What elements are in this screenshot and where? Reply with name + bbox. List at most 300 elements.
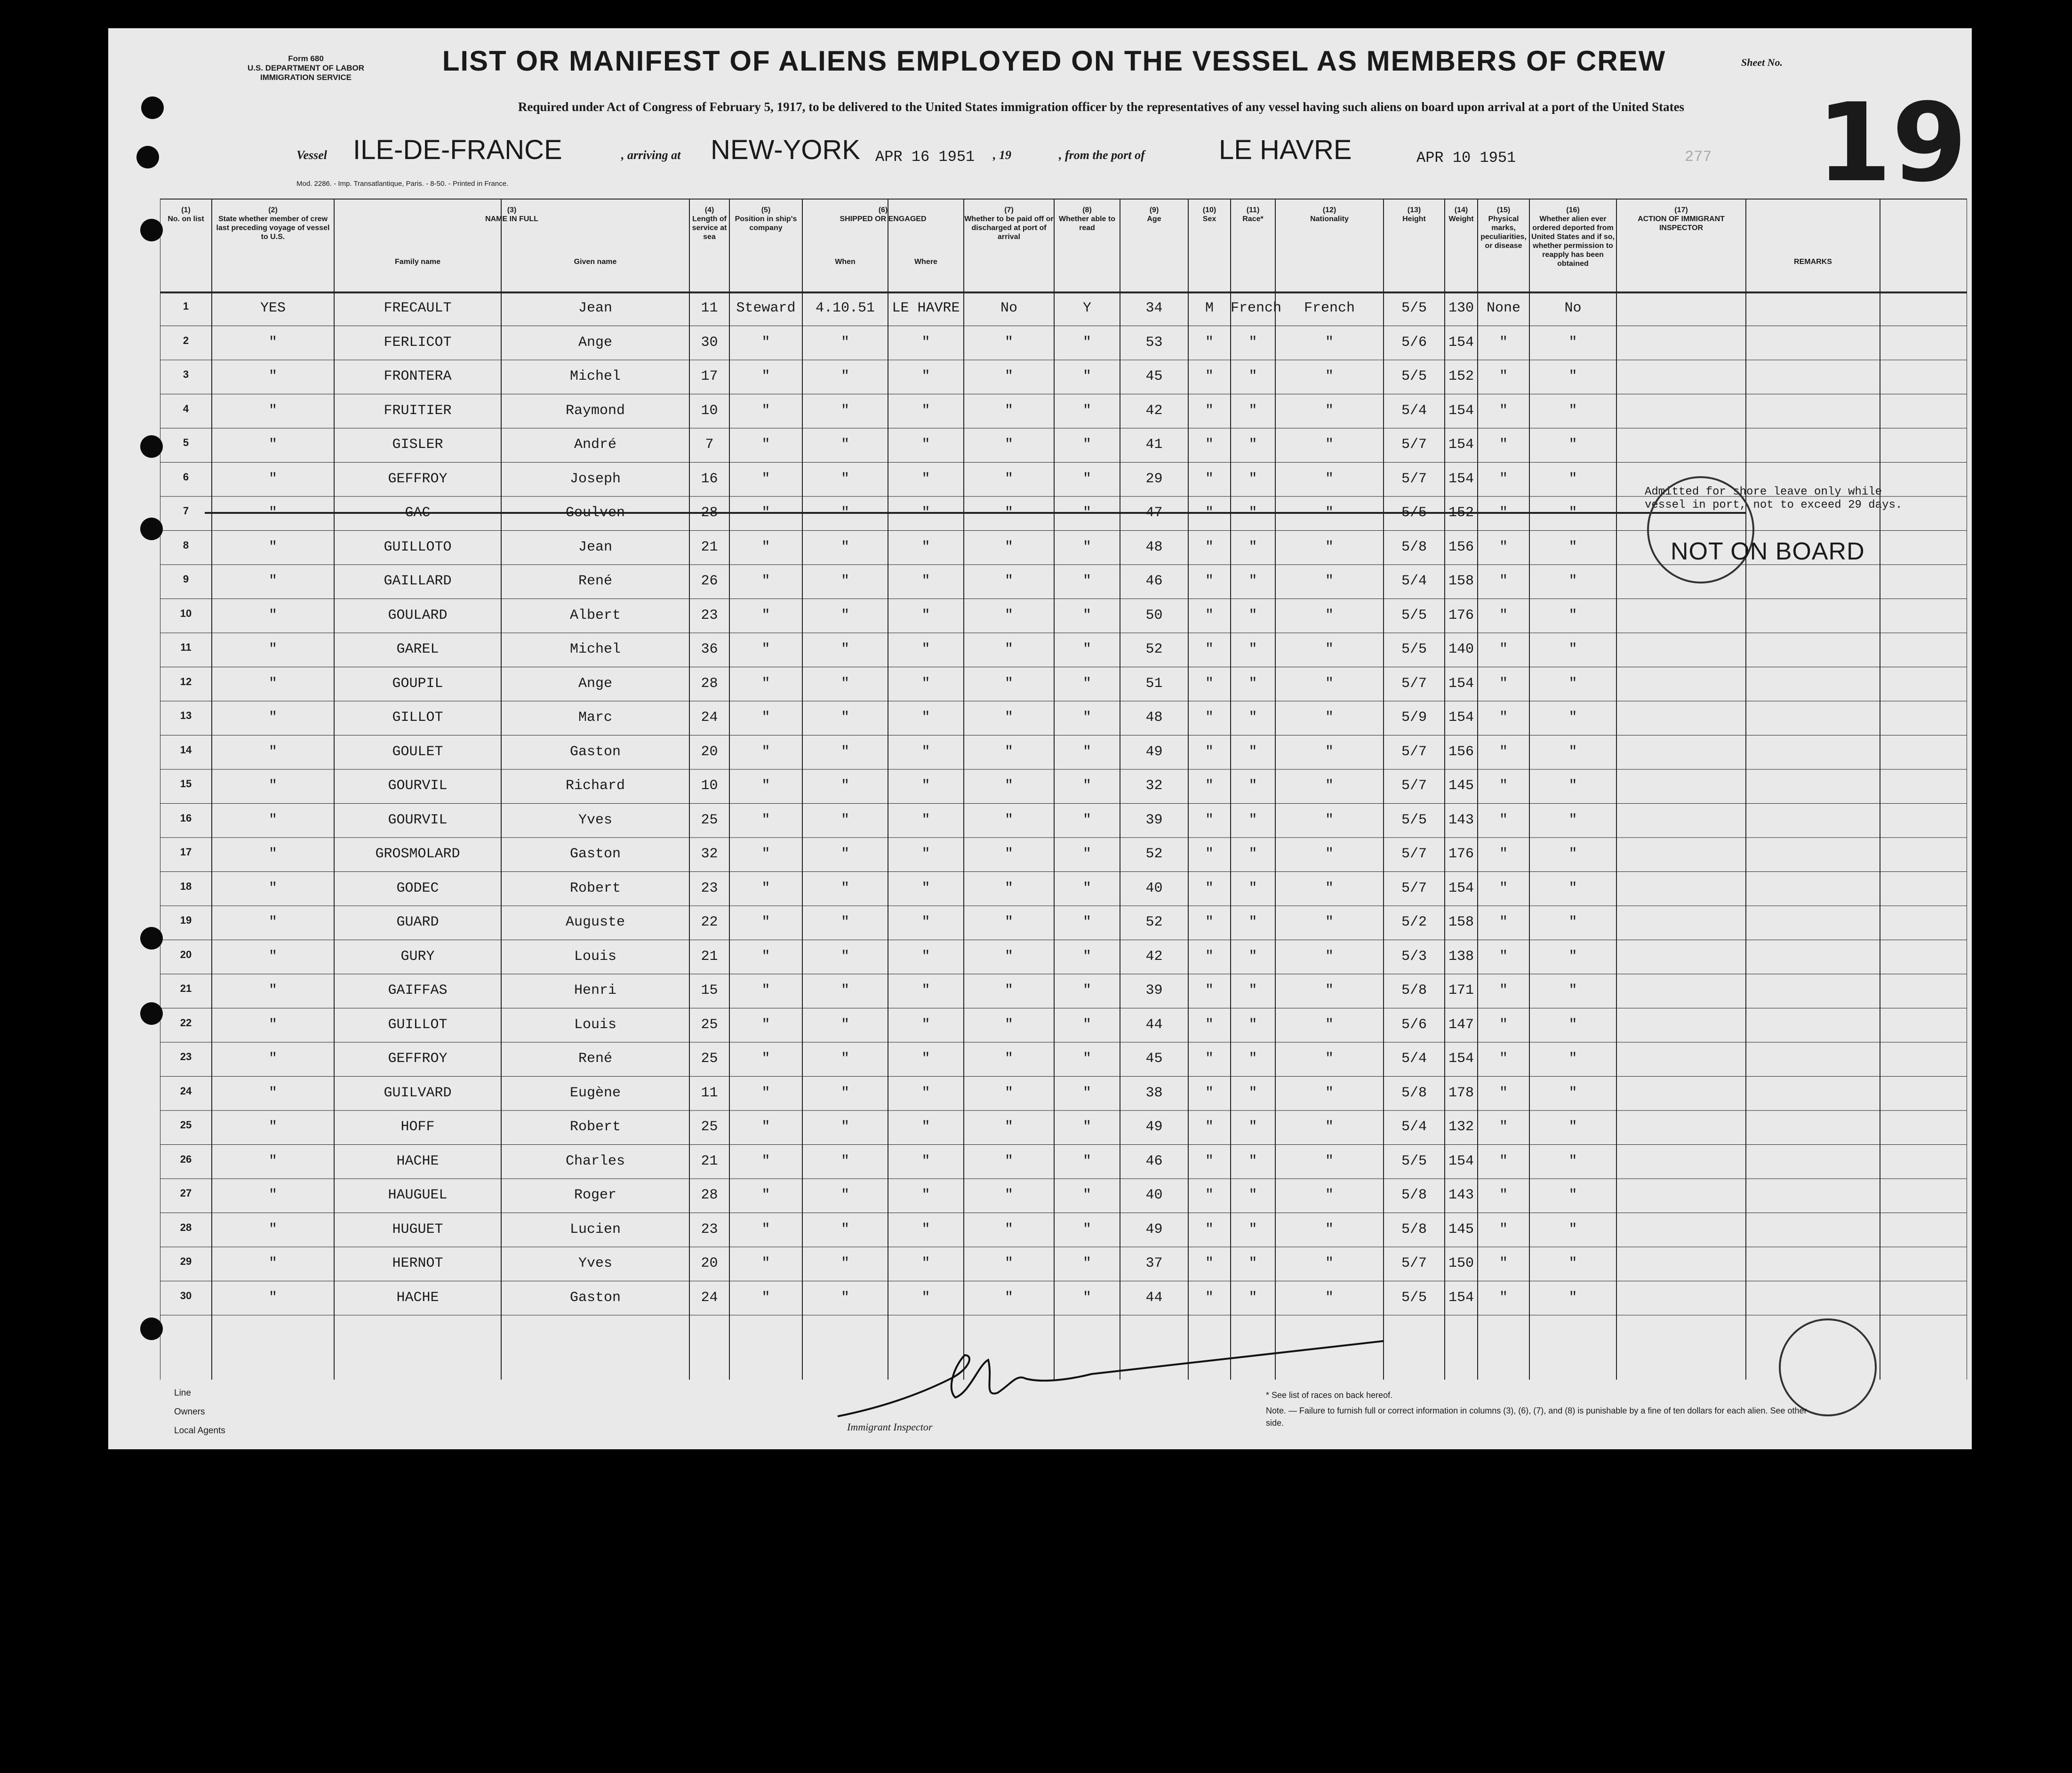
cell-where: " xyxy=(921,743,930,760)
cell-service: 36 xyxy=(701,641,718,657)
cell-deported: " xyxy=(1568,471,1577,487)
cell-height: 5/6 xyxy=(1401,1016,1427,1033)
cell-weight: 171 xyxy=(1448,982,1474,998)
cell-race: " xyxy=(1248,710,1257,726)
cell-height: 5/8 xyxy=(1401,1085,1427,1101)
cell-age: 53 xyxy=(1145,334,1163,351)
cell-given: André xyxy=(574,437,616,453)
cell-prev: " xyxy=(268,812,277,828)
cell-prev: " xyxy=(268,1289,277,1306)
cell-family: HAUGUEL xyxy=(388,1187,448,1203)
cell-prev: " xyxy=(268,1085,277,1101)
cell-race: " xyxy=(1248,1085,1257,1101)
cell-when: " xyxy=(840,1051,849,1067)
form-number: Form 680 xyxy=(288,54,324,63)
column-number: (5) xyxy=(761,206,771,214)
column-header xyxy=(1746,257,1880,266)
cell-no: 23 xyxy=(180,1051,192,1062)
cell-marks: " xyxy=(1499,880,1508,896)
cell-prev: " xyxy=(268,402,277,419)
cell-where: " xyxy=(921,1085,930,1101)
cell-family: GODEC xyxy=(396,880,439,896)
cell-age: 34 xyxy=(1145,300,1163,316)
cell-weight: 150 xyxy=(1448,1255,1474,1271)
cell-given: Marc xyxy=(578,710,612,726)
cell-marks: " xyxy=(1499,1289,1508,1306)
cell-position: " xyxy=(761,641,770,657)
cell-where: " xyxy=(921,573,930,589)
cell-where: " xyxy=(921,437,930,453)
column-header xyxy=(1445,206,1478,224)
cell-deported: " xyxy=(1568,1051,1577,1067)
cell-where: " xyxy=(921,607,930,623)
cell-paid: " xyxy=(1004,1255,1013,1271)
cell-read: " xyxy=(1082,437,1091,453)
cell-race: " xyxy=(1248,914,1257,930)
cell-nationality: " xyxy=(1325,1187,1334,1203)
column-header xyxy=(334,257,501,266)
cell-family: GILLOT xyxy=(392,710,443,726)
cell-marks: " xyxy=(1499,334,1508,351)
cell-prev: " xyxy=(268,437,277,453)
cell-paid: " xyxy=(1004,846,1013,862)
cell-age: 29 xyxy=(1145,471,1163,487)
cell-nationality: " xyxy=(1325,1255,1334,1271)
cell-position: " xyxy=(761,982,770,998)
cell-position: " xyxy=(761,402,770,419)
cell-read: " xyxy=(1082,471,1091,487)
cell-paid: " xyxy=(1004,573,1013,589)
cell-prev: " xyxy=(268,982,277,998)
cell-paid: " xyxy=(1004,812,1013,828)
cell-paid: " xyxy=(1004,368,1013,384)
cell-height: 5/2 xyxy=(1401,914,1427,930)
admitted-remark: Admitted for shore leave only while vessel in port, not to exceed 29 days. xyxy=(1645,486,1903,511)
cell-no: 26 xyxy=(180,1153,192,1165)
cell-race: " xyxy=(1248,573,1257,589)
cell-nationality: " xyxy=(1325,471,1334,487)
cell-deported: " xyxy=(1568,1153,1577,1169)
column-label: State whether member of crew last preceding voyage of vessel to U.S. xyxy=(216,215,330,241)
cell-where: " xyxy=(921,710,930,726)
cell-service: 25 xyxy=(701,1119,718,1135)
cell-given: Jean xyxy=(578,539,612,555)
cell-family: GOURVIL xyxy=(388,812,448,828)
cell-given: Yves xyxy=(578,1255,612,1271)
cell-paid: " xyxy=(1004,1016,1013,1033)
cell-family: GOULET xyxy=(392,743,443,760)
cell-family: GROSMOLARD xyxy=(375,846,460,862)
document-title: LIST OR MANIFEST OF ALIENS EMPLOYED ON THE VESSEL AS MEMBERS OF CREW xyxy=(442,45,1666,77)
cell-read: " xyxy=(1082,334,1091,351)
cell-no: 21 xyxy=(180,982,192,994)
cell-no: 9 xyxy=(183,573,189,585)
cell-sex: " xyxy=(1205,437,1214,453)
cell-deported: " xyxy=(1568,1016,1577,1033)
cell-family: FRONTERA xyxy=(384,368,452,384)
cell-no: 28 xyxy=(180,1221,192,1233)
cell-weight: 156 xyxy=(1448,539,1474,555)
races-note: * See list of races on back hereof. xyxy=(1266,1390,1393,1400)
cell-sex: " xyxy=(1205,1221,1214,1238)
cell-when: " xyxy=(840,334,849,351)
cell-prev: " xyxy=(268,607,277,623)
cell-family: GAREL xyxy=(396,641,439,657)
cell-where: " xyxy=(921,846,930,862)
column-number: (3) xyxy=(507,206,517,214)
cell-position: " xyxy=(761,880,770,896)
cell-height: 5/5 xyxy=(1401,1289,1427,1306)
cell-nationality: " xyxy=(1325,1119,1334,1135)
cell-read: " xyxy=(1082,1016,1091,1033)
cell-read: " xyxy=(1082,982,1091,998)
cell-sex: " xyxy=(1205,710,1214,726)
punch-hole xyxy=(140,435,163,458)
cell-race: " xyxy=(1248,982,1257,998)
cell-prev: " xyxy=(268,948,277,965)
cell-no: 22 xyxy=(180,1016,192,1029)
cell-deported: " xyxy=(1568,607,1577,623)
cell-service: 30 xyxy=(701,334,718,351)
column-number: (8) xyxy=(1082,206,1092,214)
cell-service: 15 xyxy=(701,982,718,998)
cell-nationality: " xyxy=(1325,607,1334,623)
cell-deported: " xyxy=(1568,1119,1577,1135)
column-header xyxy=(160,206,212,224)
cell-paid: " xyxy=(1004,1153,1013,1169)
cell-weight: 154 xyxy=(1448,710,1474,726)
cell-prev: " xyxy=(268,778,277,794)
cell-service: 17 xyxy=(701,368,718,384)
cell-marks: " xyxy=(1499,505,1508,521)
cell-marks: " xyxy=(1499,812,1508,828)
cell-weight: 154 xyxy=(1448,334,1474,351)
faint-number: 277 xyxy=(1685,148,1712,166)
cell-prev: " xyxy=(268,334,277,351)
cell-weight: 132 xyxy=(1448,1119,1474,1135)
cell-position: " xyxy=(761,914,770,930)
cell-service: 24 xyxy=(701,710,718,726)
cell-paid: " xyxy=(1004,1187,1013,1203)
column-label: Whether able to read xyxy=(1058,215,1115,232)
column-number: (17) xyxy=(1674,206,1688,214)
departure-port: LE HAVRE xyxy=(1219,135,1352,165)
cell-height: 5/4 xyxy=(1401,402,1427,419)
cell-race: " xyxy=(1248,743,1257,760)
cell-when: " xyxy=(840,812,849,828)
cell-race: " xyxy=(1248,880,1257,896)
cell-when: " xyxy=(840,505,849,521)
column-header xyxy=(1120,206,1188,224)
note-text: — Failure to furnish full or correct information in columns (3), (6), (7), and (8) is punishable by a fine of ten dollars for each alien. See other side. xyxy=(1266,1406,1807,1428)
cell-marks: " xyxy=(1499,607,1508,623)
cell-weight: 178 xyxy=(1448,1085,1474,1101)
cell-age: 48 xyxy=(1145,539,1163,555)
cell-sex: " xyxy=(1205,368,1214,384)
cell-nationality: " xyxy=(1325,334,1334,351)
local-agents-label: Local Agents xyxy=(174,1426,225,1436)
cell-when: " xyxy=(840,778,849,794)
cell-weight: 158 xyxy=(1448,573,1474,589)
cell-sex: " xyxy=(1205,402,1214,419)
cell-no: 29 xyxy=(180,1255,192,1267)
punch-hole xyxy=(136,146,159,168)
cell-where: " xyxy=(921,1119,930,1135)
column-header xyxy=(802,206,964,224)
vessel-label: Vessel xyxy=(296,148,327,162)
cell-marks: " xyxy=(1499,437,1508,453)
cell-deported: " xyxy=(1568,1255,1577,1271)
cell-weight: 158 xyxy=(1448,914,1474,930)
cell-age: 32 xyxy=(1145,778,1163,794)
cell-when: " xyxy=(840,471,849,487)
cell-read: " xyxy=(1082,607,1091,623)
cell-prev: " xyxy=(268,1221,277,1238)
column-label: Weight xyxy=(1448,215,1474,223)
legal-requirement-text: Required under Act of Congress of February 5, 1917, to be delivered to the United States immigration officer by the representatives of any vessel having such aliens on board upon arrival at a port of the United States xyxy=(518,100,1685,114)
cell-height: 5/9 xyxy=(1401,710,1427,726)
cell-no: 5 xyxy=(183,437,189,448)
column-label: ACTION OF IMMIGRANT INSPECTOR xyxy=(1638,215,1725,232)
cell-no: 7 xyxy=(183,505,189,517)
cell-sex: " xyxy=(1205,1085,1214,1101)
cell-when: " xyxy=(840,539,849,555)
cell-service: 11 xyxy=(701,1085,718,1101)
cell-read: " xyxy=(1082,641,1091,657)
cell-family: GEFFROY xyxy=(388,471,448,487)
cell-prev: " xyxy=(268,1255,277,1271)
cell-position: " xyxy=(761,471,770,487)
cell-height: 5/5 xyxy=(1401,300,1427,316)
cell-height: 5/5 xyxy=(1401,812,1427,828)
cell-where: " xyxy=(921,334,930,351)
cell-family: FERLICOT xyxy=(384,334,452,351)
cell-weight: 130 xyxy=(1448,300,1474,316)
cell-deported: " xyxy=(1568,573,1577,589)
cell-prev: " xyxy=(268,1187,277,1203)
cell-when: " xyxy=(840,880,849,896)
cell-prev: " xyxy=(268,539,277,555)
cell-race: " xyxy=(1248,1255,1257,1271)
cell-where: " xyxy=(921,1221,930,1238)
cell-prev: " xyxy=(268,1016,277,1033)
cell-position: " xyxy=(761,539,770,555)
cell-race: " xyxy=(1248,812,1257,828)
cell-deported: " xyxy=(1568,437,1577,453)
cell-paid: " xyxy=(1004,710,1013,726)
cell-sex: " xyxy=(1205,812,1214,828)
cell-weight: 154 xyxy=(1448,437,1474,453)
cell-height: 5/7 xyxy=(1401,846,1427,862)
cell-nationality: " xyxy=(1325,812,1334,828)
cell-sex: " xyxy=(1205,1016,1214,1033)
cell-when: " xyxy=(840,1085,849,1101)
cell-marks: " xyxy=(1499,641,1508,657)
cell-no: 10 xyxy=(180,607,192,619)
cell-sex: " xyxy=(1205,1187,1214,1203)
cell-position: " xyxy=(761,710,770,726)
cell-given: Gaston xyxy=(569,743,621,760)
sheet-number-label: Sheet No. xyxy=(1741,56,1783,68)
column-header xyxy=(1616,206,1746,232)
column-label: Whether alien ever ordered deported from United States and if so, whether permission to reapply has been obtained xyxy=(1531,215,1615,268)
cell-position: Steward xyxy=(736,300,796,316)
cell-given: Ange xyxy=(578,675,612,692)
cell-prev: " xyxy=(268,368,277,384)
cell-family: GOULARD xyxy=(388,607,448,623)
cell-when: " xyxy=(840,914,849,930)
cell-weight: 140 xyxy=(1448,641,1474,657)
cell-no: 25 xyxy=(180,1119,192,1131)
service: IMMIGRATION SERVICE xyxy=(260,73,352,82)
cell-race: " xyxy=(1248,1051,1257,1067)
cell-height: 5/8 xyxy=(1401,1187,1427,1203)
cell-paid: " xyxy=(1004,743,1013,760)
column-header xyxy=(212,206,334,241)
cell-sex: " xyxy=(1205,505,1214,521)
cell-when: " xyxy=(840,1187,849,1203)
cell-family: GUILLOTO xyxy=(384,539,452,555)
cell-height: 5/7 xyxy=(1401,1255,1427,1271)
column-number: (14) xyxy=(1454,206,1468,214)
cell-given: Michel xyxy=(569,368,621,384)
consulate-stamp-1 xyxy=(1647,476,1754,583)
cell-sex: " xyxy=(1205,573,1214,589)
cell-nationality: " xyxy=(1325,573,1334,589)
cell-deported: " xyxy=(1568,402,1577,419)
cell-family: HERNOT xyxy=(392,1255,443,1271)
cell-weight: 147 xyxy=(1448,1016,1474,1033)
cell-nationality: " xyxy=(1325,982,1334,998)
consulate-stamp-2 xyxy=(1779,1318,1877,1416)
cell-position: " xyxy=(761,607,770,623)
cell-height: 5/4 xyxy=(1401,1051,1427,1067)
cell-race: " xyxy=(1248,1221,1257,1238)
cell-nationality: " xyxy=(1325,1051,1334,1067)
cell-race: " xyxy=(1248,402,1257,419)
cell-read: " xyxy=(1082,948,1091,965)
cell-deported: " xyxy=(1568,812,1577,828)
cell-weight: 154 xyxy=(1448,1289,1474,1306)
cell-age: 49 xyxy=(1145,1221,1163,1238)
cell-when: " xyxy=(840,1221,849,1238)
cell-given: Joseph xyxy=(569,471,621,487)
cell-race: " xyxy=(1248,1289,1257,1306)
cell-deported: " xyxy=(1568,743,1577,760)
cell-no: 2 xyxy=(183,334,189,346)
column-header xyxy=(888,257,964,266)
cell-family: GAIFFAS xyxy=(388,982,448,998)
cell-given: Goulven xyxy=(565,505,625,521)
cell-position: " xyxy=(761,505,770,521)
cell-weight: 143 xyxy=(1448,1187,1474,1203)
cell-deported: No xyxy=(1564,300,1582,316)
cell-race: " xyxy=(1248,948,1257,965)
cell-weight: 152 xyxy=(1448,505,1474,521)
cell-no: 3 xyxy=(183,368,189,380)
cell-sex: " xyxy=(1205,539,1214,555)
vessel-line xyxy=(296,134,1849,172)
cell-where: " xyxy=(921,1289,930,1306)
cell-position: " xyxy=(761,1085,770,1101)
cell-deported: " xyxy=(1568,880,1577,896)
cell-sex: " xyxy=(1205,334,1214,351)
cell-where: LE HAVRE xyxy=(892,300,960,316)
cell-deported: " xyxy=(1568,641,1577,657)
column-header xyxy=(1054,206,1120,232)
cell-sex: " xyxy=(1205,1119,1214,1135)
cell-weight: 152 xyxy=(1448,368,1474,384)
column-label: Sex xyxy=(1202,215,1216,223)
cell-no: 12 xyxy=(180,675,192,687)
cell-deported: " xyxy=(1568,710,1577,726)
cell-service: 25 xyxy=(701,1051,718,1067)
cell-no: 4 xyxy=(183,402,189,415)
cell-marks: " xyxy=(1499,914,1508,930)
cell-prev: " xyxy=(268,471,277,487)
cell-given: René xyxy=(578,573,612,589)
cell-nationality: " xyxy=(1325,948,1334,965)
cell-prev: " xyxy=(268,675,277,692)
cell-marks: " xyxy=(1499,1085,1508,1101)
column-header xyxy=(1231,206,1275,224)
column-label: Position in ship's company xyxy=(735,215,797,232)
column-header xyxy=(1529,206,1616,268)
cell-age: 50 xyxy=(1145,607,1163,623)
cell-paid: " xyxy=(1004,539,1013,555)
cell-sex: " xyxy=(1205,1153,1214,1169)
cell-paid: " xyxy=(1004,880,1013,896)
cell-read: " xyxy=(1082,1051,1091,1067)
cell-sex: " xyxy=(1205,471,1214,487)
cell-when: " xyxy=(840,1289,849,1306)
cell-read: " xyxy=(1082,573,1091,589)
cell-weight: 156 xyxy=(1448,743,1474,760)
cell-height: 5/7 xyxy=(1401,471,1427,487)
cell-height: 5/5 xyxy=(1401,368,1427,384)
cell-read: " xyxy=(1082,505,1091,521)
cell-nationality: " xyxy=(1325,710,1334,726)
cell-position: " xyxy=(761,1119,770,1135)
arrival-port: NEW-YORK xyxy=(711,135,860,165)
cell-service: 11 xyxy=(701,300,718,316)
cell-height: 5/6 xyxy=(1401,334,1427,351)
cell-given: Eugène xyxy=(569,1085,621,1101)
cell-paid: " xyxy=(1004,334,1013,351)
column-label: Whether to be paid off or discharged at port of arrival xyxy=(964,215,1054,241)
cell-marks: " xyxy=(1499,710,1508,726)
cell-no: 1 xyxy=(183,300,189,312)
cell-deported: " xyxy=(1568,368,1577,384)
cell-position: " xyxy=(761,334,770,351)
column-label: No. on list xyxy=(168,215,204,223)
cell-no: 19 xyxy=(180,914,192,926)
cell-given: Louis xyxy=(574,948,616,965)
cell-marks: " xyxy=(1499,1016,1508,1033)
cell-read: " xyxy=(1082,1289,1091,1306)
cell-sex: " xyxy=(1205,1255,1214,1271)
cell-position: " xyxy=(761,1187,770,1203)
cell-marks: " xyxy=(1499,539,1508,555)
cell-height: 5/7 xyxy=(1401,675,1427,692)
column-header xyxy=(1478,206,1529,250)
cell-paid: " xyxy=(1004,914,1013,930)
cell-age: 52 xyxy=(1145,846,1163,862)
cell-nationality: " xyxy=(1325,675,1334,692)
cell-where: " xyxy=(921,505,930,521)
cell-where: " xyxy=(921,1051,930,1067)
cell-given: Lucien xyxy=(569,1221,621,1238)
